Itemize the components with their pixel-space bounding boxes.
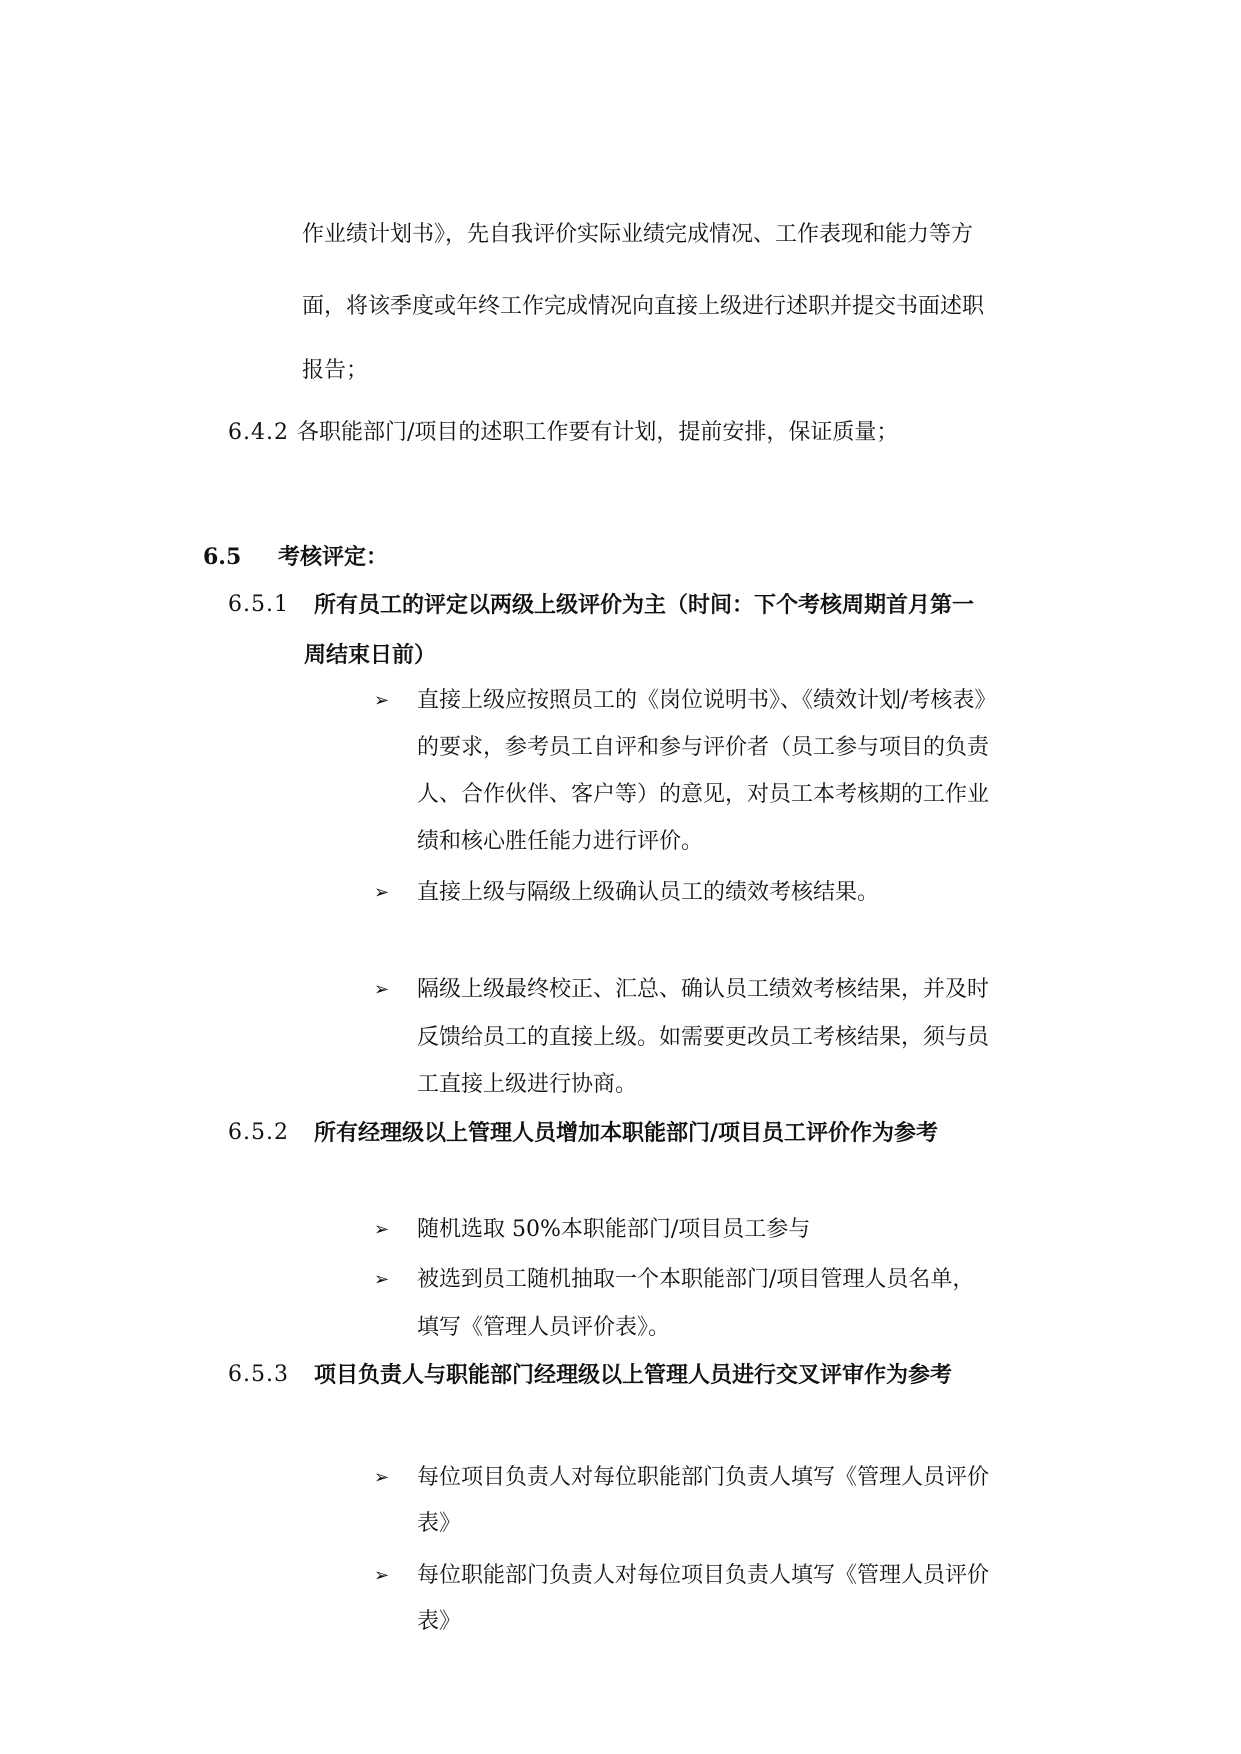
item-title: 所有经理级以上管理人员增加本职能部门/项目员工评价作为参考 <box>314 1120 939 1146</box>
bullet-text: 每位职能部门负责人对每位项目负责人填写《管理人员评价 <box>417 1563 990 1588</box>
bullet-text: 人、合作伙伴、客户等）的意见，对员工本考核期的工作业 <box>417 782 990 807</box>
bullet-text: 绩和核心胜任能力进行评价。 <box>417 829 704 854</box>
paragraph-line: 面，将该季度或年终工作完成情况向直接上级进行述职并提交书面述职 <box>302 294 985 319</box>
paragraph-line: 报告； <box>302 358 369 383</box>
bullet-text: 表》 <box>417 1511 462 1536</box>
item-number: 6.5.3 <box>228 1362 289 1387</box>
item-title: 项目负责人与职能部门经理级以上管理人员进行交叉评审作为参考 <box>314 1362 953 1388</box>
item-title: 所有员工的评定以两级上级评价为主（时间：下个考核周期首月第一 <box>314 592 975 618</box>
bullet-text: 被选到员工随机抽取一个本职能部门/项目管理人员名单， <box>417 1267 975 1292</box>
bullet-text: 的要求，参考员工自评和参与评价者（员工参与项目的负责 <box>417 735 990 760</box>
bullet-text: 反馈给员工的直接上级。如需要更改员工考核结果，须与员 <box>417 1025 990 1050</box>
item-number: 6.5.2 <box>228 1120 289 1145</box>
bullet-arrow-icon: ➢ <box>374 690 390 711</box>
bullet-text: 隔级上级最终校正、汇总、确认员工绩效考核结果，并及时 <box>417 977 990 1002</box>
item-number: 6.4.2 <box>228 420 289 445</box>
bullet-text: 随机选取 50%本职能部门/项目员工参与 <box>417 1217 811 1242</box>
bullet-text: 表》 <box>417 1609 462 1634</box>
bullet-arrow-icon: ➢ <box>374 1219 390 1240</box>
item-title: 周结束日前） <box>304 642 437 668</box>
bullet-text: 工直接上级进行协商。 <box>417 1072 638 1097</box>
item-text: 各职能部门/项目的述职工作要有计划，提前安排，保证质量； <box>297 420 899 445</box>
bullet-arrow-icon: ➢ <box>374 1269 390 1290</box>
bullet-text: 每位项目负责人对每位职能部门负责人填写《管理人员评价 <box>417 1465 990 1490</box>
bullet-arrow-icon: ➢ <box>374 1565 390 1586</box>
section-number: 6.5 <box>203 544 242 570</box>
bullet-text: 直接上级应按照员工的《岗位说明书》、《绩效计划/考核表》 <box>417 688 997 713</box>
bullet-arrow-icon: ➢ <box>374 882 390 903</box>
bullet-text: 填写《管理人员评价表》。 <box>417 1315 671 1340</box>
section-title: 考核评定： <box>278 544 389 570</box>
bullet-arrow-icon: ➢ <box>374 1467 390 1488</box>
item-number: 6.5.1 <box>228 592 289 617</box>
bullet-text: 直接上级与隔级上级确认员工的绩效考核结果。 <box>417 880 880 905</box>
paragraph-line: 作业绩计划书》，先自我评价实际业绩完成情况、工作表现和能力等方 <box>302 222 974 247</box>
bullet-arrow-icon: ➢ <box>374 979 390 1000</box>
